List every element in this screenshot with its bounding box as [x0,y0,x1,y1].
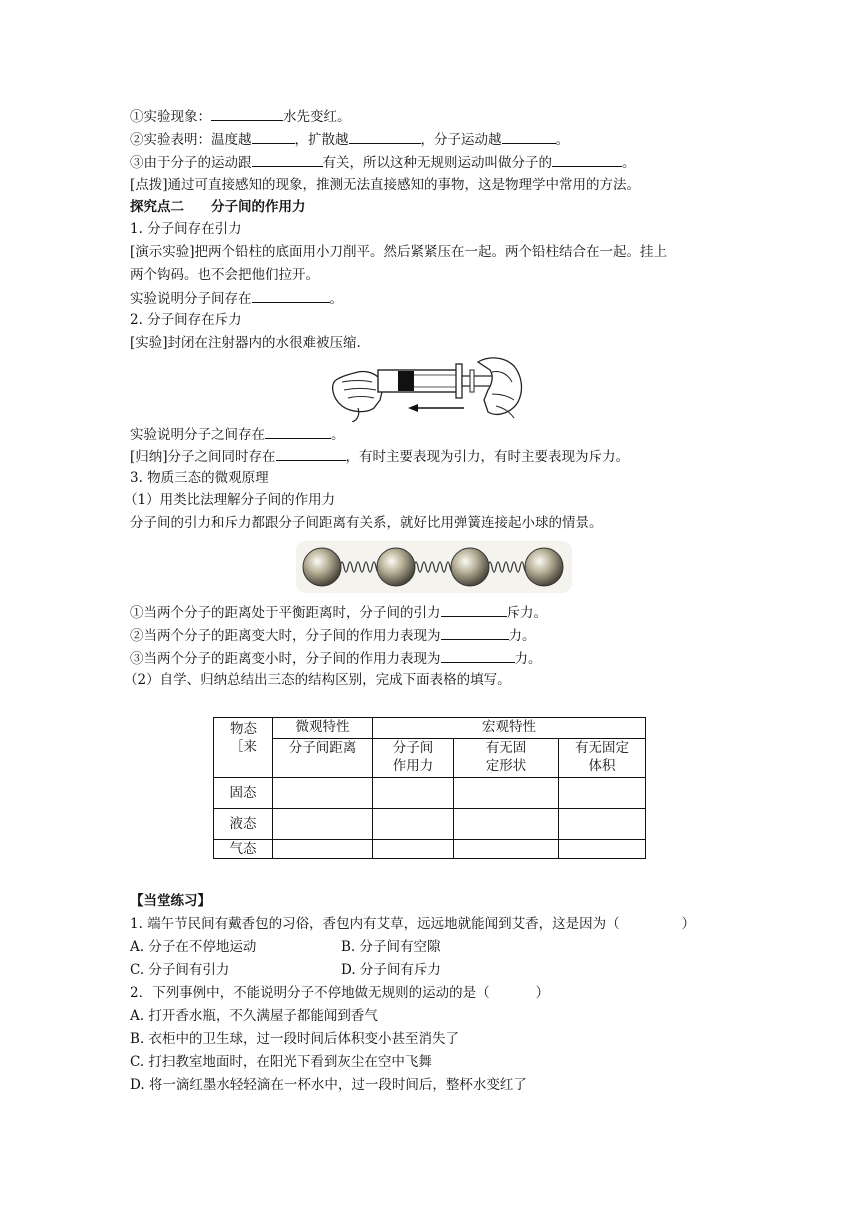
header-micro: 微观特性 [273,718,373,739]
blank [441,648,515,663]
table-cell[interactable] [273,778,373,809]
eq-prefix: ①当两个分子的距离处于平衡距离时，分子间的引力 [130,605,441,621]
repel-conclusion [130,424,345,445]
header-volume-line1: 有无固定 [575,740,629,756]
table-cell[interactable] [559,840,646,859]
states-title: 3. 物质三态的微观原理 [130,470,269,486]
header-volume-line2: 体积 [588,758,616,774]
blank [252,152,323,167]
phenomenon-line [130,106,351,127]
header-macro: 宏观特性 [373,718,646,739]
q1-option-a: A. 分子在不停地运动 [130,939,257,955]
phenomenon-prefix: ①实验现象： [130,109,211,125]
table-row [214,809,646,840]
table-cell[interactable] [373,778,454,809]
attract-conclusion [130,288,343,309]
question-1-close: ） [681,916,696,932]
table-cell[interactable] [559,778,646,809]
table-cell[interactable] [273,809,373,840]
repel-conclusion-prefix: 实验说明分子之间存在 [130,427,265,443]
equilibrium-line [130,602,547,623]
question-2 [130,983,549,1003]
q2-option-b: B. 衣柜中的卫生球，过一段时间后体积变小甚至消失了 [130,1031,460,1047]
summary-line [130,446,629,467]
far-suffix: 力。 [508,628,536,644]
header-shape-line2: 定形状 [485,758,527,774]
summary-suffix: ，有时主要表现为引力，有时主要表现为斥力。 [345,449,630,465]
far-prefix: ②当两个分子的距离变大时，分子间的作用力表现为 [130,628,441,644]
question-1 [130,914,695,934]
question-2-text: 2．下列事例中，不能说明分子不停地做无规则的运动的是（ [130,985,490,1001]
self-study-line: （2）自学、归纳总结出三态的结构区别，完成下面表格的填写。 [124,672,511,688]
blank [441,625,509,640]
ball [525,548,563,586]
blank [276,446,346,461]
ball [377,548,415,586]
header-state [214,718,273,778]
thermal-end: 。 [622,155,636,171]
header-volume [559,739,646,778]
repel-conclusion-end: 。 [331,427,345,443]
shows-end: 。 [555,132,569,148]
header-force-line2: 作用力 [392,758,434,774]
blank [502,129,556,144]
repel-experiment: [实验]封闭在注射器内的水很难被压缩. [130,335,361,351]
eq-suffix: 斥力。 [506,605,547,621]
near-line [130,648,542,669]
attract-conclusion-prefix: 实验说明分子间存在 [130,291,252,307]
blank [349,129,421,144]
table-row [214,840,646,859]
blank [552,152,622,167]
header-force-line1: 分子间 [392,740,434,756]
phenomenon-suffix: 水先变红。 [283,109,351,125]
q1-option-d: D. 分子间有斥力 [341,962,441,978]
repel-title: 2. 分子间存在斥力 [130,312,242,328]
near-suffix: 力。 [514,651,542,667]
practice-heading: 【当堂练习】 [130,893,211,909]
header-shape [454,739,559,778]
q2-option-c: C. 打扫教室地面时，在阳光下看到灰尘在空中飞舞 [130,1054,432,1070]
q1-option-b: B. 分子间有空隙 [341,939,441,955]
shows-prefix: ②实验表明：温度越 [130,132,252,148]
question-2-close: ） [535,985,550,1001]
table-cell[interactable] [559,809,646,840]
shows-mid1: ，扩散越 [294,132,349,148]
section-heading: 探究点二 分子间的作用力 [130,199,306,215]
far-line [130,625,536,646]
table-cell[interactable] [454,809,559,840]
thermal-line [130,152,636,173]
ball [303,548,341,586]
header-state-line2: ［来 [230,739,257,755]
attract-title: 1. 分子间存在引力 [130,221,242,237]
row-label-gas: 气态 [214,840,273,859]
table-cell[interactable] [454,778,559,809]
tip-line: [点拨]通过可直接感知的现象，推测无法直接感知的事物，这是物理学中常用的方法。 [130,177,641,193]
shows-line [130,129,569,150]
q2-option-d: D. 将一滴红墨水轻轻滴在一杯水中，过一段时间后，整杯水变红了 [130,1077,527,1093]
blank [211,106,283,121]
thermal-prefix: ③由于分子的运动跟 [130,155,252,171]
row-label-liquid: 液态 [214,809,273,840]
table-cell[interactable] [373,840,454,859]
ball-spring-figure [296,539,572,595]
blank [265,424,331,439]
q2-option-a: A. 打开香水瓶，不久满屋子都能闻到香气 [130,1008,378,1024]
blank [252,288,330,303]
states-table [213,717,646,859]
header-force [373,739,454,778]
blank [252,129,295,144]
q1-option-c: C. 分子间有引力 [130,962,230,978]
thermal-mid: 有关，所以这种无规则运动叫做分子的 [322,155,552,171]
summary-prefix: [归纳]分子之间同时存在 [130,449,276,465]
attract-conclusion-end: 。 [329,291,343,307]
analogy-title: （1）用类比法理解分子间的作用力 [124,492,336,508]
demo-line-1: [演示实验]把两个铅柱的底面用小刀削平。然后紧紧压在一起。两个铅柱结合在一起。挂上 [130,244,668,260]
header-shape-line1: 有无固 [485,740,527,756]
blank [441,602,507,617]
syringe-figure [328,354,526,422]
ball [451,548,489,586]
table-cell[interactable] [373,809,454,840]
header-distance: 分子间距离 [273,739,373,778]
shows-mid2: ，分子运动越 [420,132,502,148]
table-cell[interactable] [454,840,559,859]
near-prefix: ③当两个分子的距离变小时，分子间的作用力表现为 [130,651,441,667]
demo-line-2: 两个钩码。也不会把他们拉开。 [130,267,319,283]
table-cell[interactable] [273,840,373,859]
analogy-text: 分子间的引力和斥力都跟分子间距离有关系，就好比用弹簧连接起小球的情景。 [130,515,603,531]
table-row [214,778,646,809]
header-state-line1: 物态 [230,721,257,737]
row-label-solid: 固态 [214,778,273,809]
question-1-text: 1. 端午节民间有戴香包的习俗，香包内有艾草，远远地就能闻到艾香，这是因为（ [130,916,620,932]
